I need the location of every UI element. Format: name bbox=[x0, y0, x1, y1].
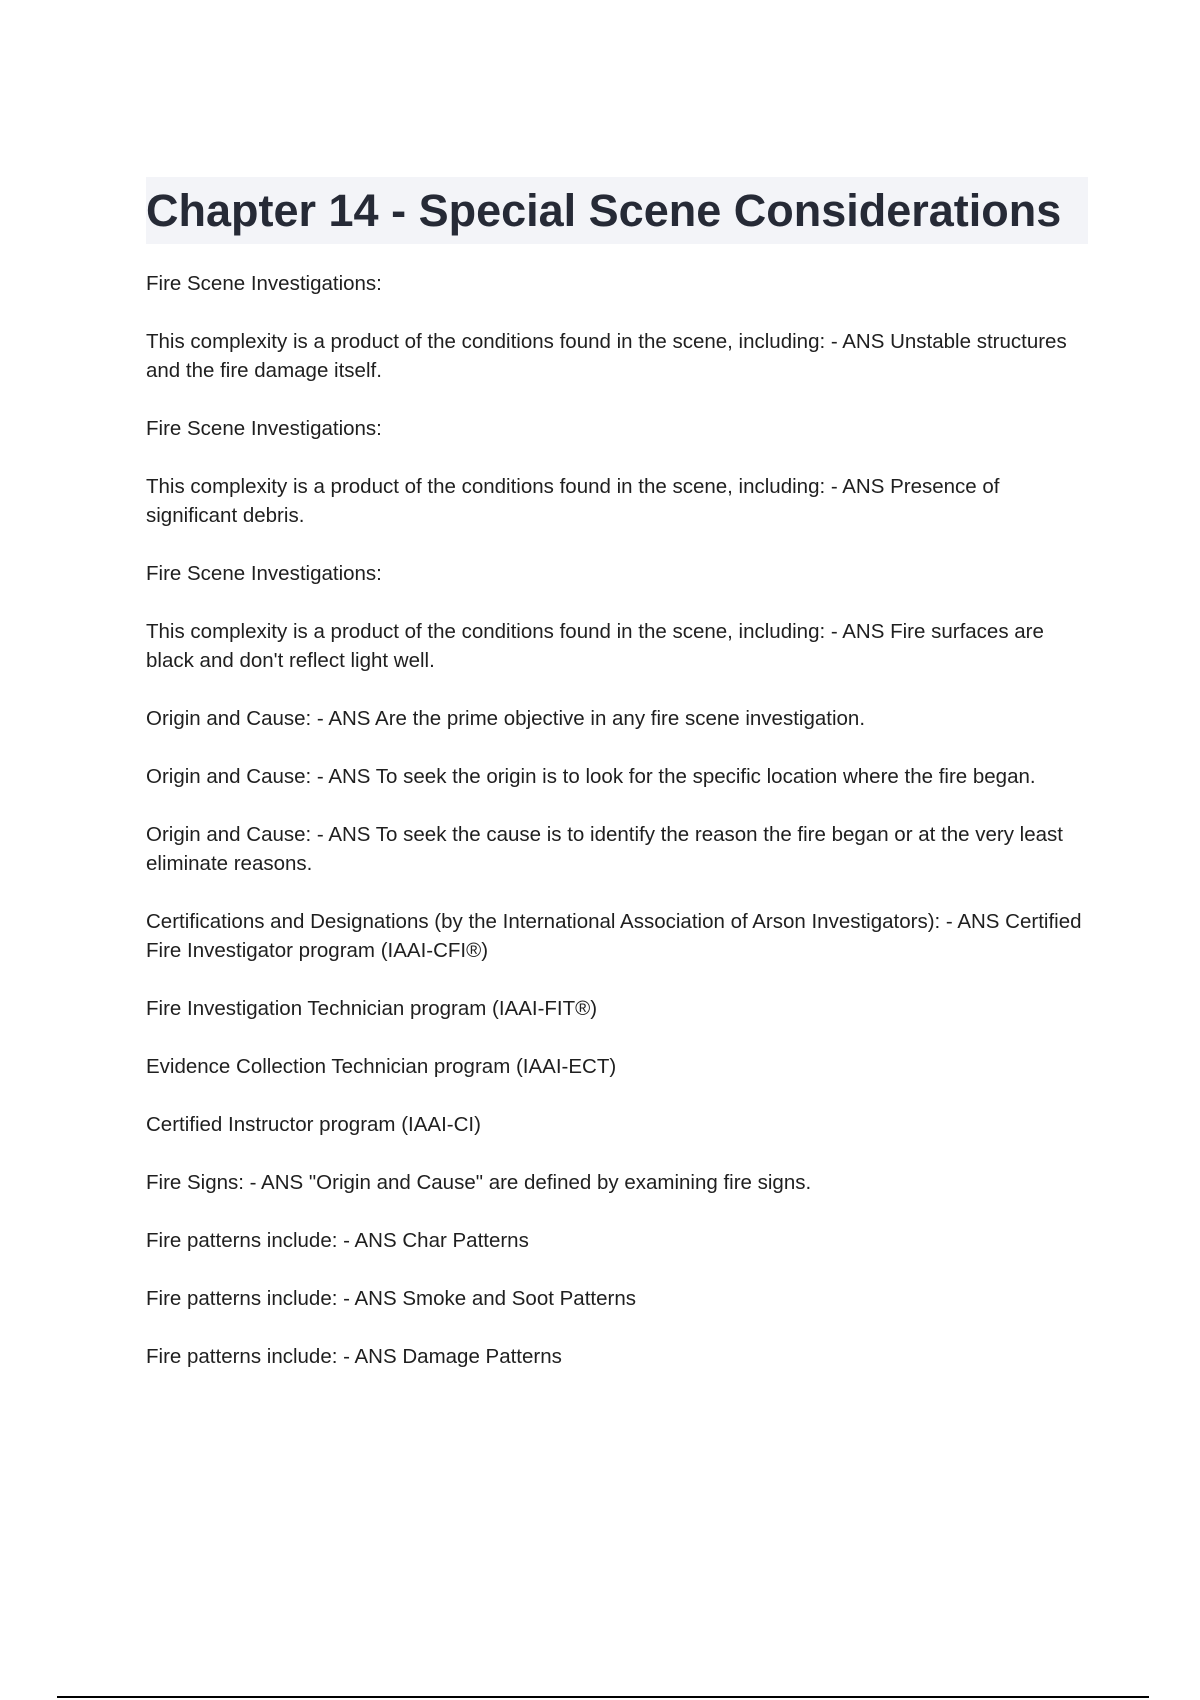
paragraph: Origin and Cause: - ANS To seek the cause is to identify the reason the fire began or at the very least eliminate reasons. bbox=[146, 823, 1063, 875]
paragraph: This complexity is a product of the conditions found in the scene, including: - ANS Fire surfaces are black and don't reflect light well. bbox=[146, 620, 1044, 672]
paragraph: This complexity is a product of the conditions found in the scene, including: - ANS Unstable structures and the fire damage itself. bbox=[146, 330, 1067, 382]
title-banner bbox=[146, 177, 1088, 244]
paragraph: Fire Scene Investigations: bbox=[146, 417, 382, 440]
document-body bbox=[146, 269, 1096, 1400]
paragraph: Fire patterns include: - ANS Damage Patterns bbox=[146, 1345, 562, 1368]
paragraph: Fire patterns include: - ANS Char Patterns bbox=[146, 1229, 529, 1252]
paragraph: Origin and Cause: - ANS Are the prime objective in any fire scene investigation. bbox=[146, 707, 866, 730]
paragraph: This complexity is a product of the conditions found in the scene, including: - ANS Presence of significant debris. bbox=[146, 475, 1000, 527]
paragraph: Fire Scene Investigations: bbox=[146, 272, 382, 295]
paragraph: Certifications and Designations (by the International Association of Arson Investigators): - ANS Certified Fire Investigator program (IAAI-CFI®) bbox=[146, 910, 1082, 962]
paragraph: Fire Scene Investigations: bbox=[146, 562, 382, 585]
paragraph: Fire Signs: - ANS "Origin and Cause" are defined by examining fire signs. bbox=[146, 1171, 812, 1194]
page-title: Chapter 14 - Special Scene Considerations bbox=[146, 185, 1062, 236]
paragraph: Fire Investigation Technician program (IAAI-FIT®) bbox=[146, 997, 598, 1020]
paragraph: Fire patterns include: - ANS Smoke and Soot Patterns bbox=[146, 1287, 636, 1310]
paragraph: Certified Instructor program (IAAI-CI) bbox=[146, 1113, 481, 1136]
paragraph: Origin and Cause: - ANS To seek the origin is to look for the specific location where the fire began. bbox=[146, 765, 1036, 788]
footer-divider bbox=[57, 1696, 1149, 1698]
paragraph: Evidence Collection Technician program (IAAI-ECT) bbox=[146, 1055, 617, 1078]
